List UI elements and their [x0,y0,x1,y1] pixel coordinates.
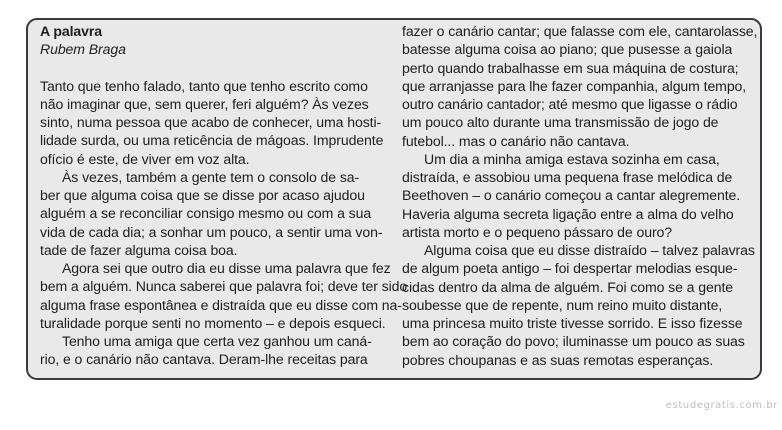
text-line: futebol... mas o canário não cantava. [402,132,630,149]
text-line: que arranjasse para lhe fazer companhia, algum tempo, [402,77,747,94]
text-line: batesse alguma coisa ao piano; que pusesse a gaiola [402,41,733,58]
left-column-body [40,77,407,369]
text-line: um pouco alto durante uma transmissão de jogo de [402,114,719,131]
text-title: A palavra [40,23,103,39]
text-line: alguém a se reconciliar consigo mesmo ou com a sua [40,205,372,222]
text-line: Alguma coisa que eu disse distraído – talvez palavras [424,242,755,258]
text-line: sinto, numa pessoa que acabo de conhecer, uma hosti- [40,114,382,130]
text-line: turalidade porque senti no momento – e depois esqueci. [40,314,386,331]
text-line: de algum poeta antigo – foi despertar melodias esque- [402,260,738,277]
text-line: artista morto e o pequeno pássaro de ouro? [402,223,673,240]
text-line: uma princesa muito triste tivesse sorrido. E isso fizesse [402,315,743,331]
text-box [26,18,762,380]
text-line: cidas dentro da alma de alguém. Foi como se a gente [402,278,733,295]
text-author: Rubem Braga [40,41,126,58]
text-line: perto quando trabalhasse em sua máquina de costura; [402,59,739,76]
right-column [402,22,757,369]
text-line: rio, e o canário não cantava. Deram-lhe receitas para [40,351,368,368]
text-line: soubesse que de repente, num reino muito distante, [402,296,723,313]
text-line: tade de fazer alguma coisa boa. [40,241,238,258]
text-line: outro canário cantador; até mesmo que ligasse o rádio [402,96,738,112]
text-line: bem a alguém. Nunca saberei que palavra foi; deve ter sido [40,278,408,295]
text-line: bem ao coração do povo; iluminasse um pouco as suas [402,333,745,350]
text-line: Tanto que tenho falado, tanto que tenho escrito como [40,77,368,94]
text-line: fazer o canário cantar; que falasse com ele, cantarolasse, [402,23,758,39]
text-line: lidade surda, ou uma reticência de mágoas. Imprudente [40,132,384,149]
text-line: ofício é este, de viver em voz alta. [40,150,250,167]
text-line: Haveria alguma secreta ligação entre a alma do velho [402,205,734,222]
left-column [40,22,407,369]
text-line: ber que alguma coisa que se disse por acaso ajudou [40,187,365,203]
source-watermark: estudegratis.com.br [665,400,778,411]
text-line: Agora sei que outro dia eu disse uma palavra que fez [62,260,391,276]
text-line: distraída, e assobiou uma pequena frase melódica de [402,169,733,185]
text-line: não imaginar que, sem querer, feri alguém? Às vezes [40,95,369,112]
text-line: Tenho uma amiga que certa vez ganhou um caná- [62,333,372,349]
text-line: Beethoven – o canário começou a cantar alegremente. [402,187,741,204]
text-line: pobres choupanas e as suas remotas esperanças. [402,351,714,368]
text-line: alguma frase espontânea e distraída que eu disse com na- [40,296,402,313]
right-column-body [402,22,757,369]
text-line: Às vezes, também a gente tem o consolo de sa- [62,168,360,185]
title-gap [40,59,407,77]
text-line: vida de cada dia; a sonhar um pouco, a sentir uma von- [40,223,383,240]
text-line: Um dia a minha amiga estava sozinha em casa, [424,150,720,167]
